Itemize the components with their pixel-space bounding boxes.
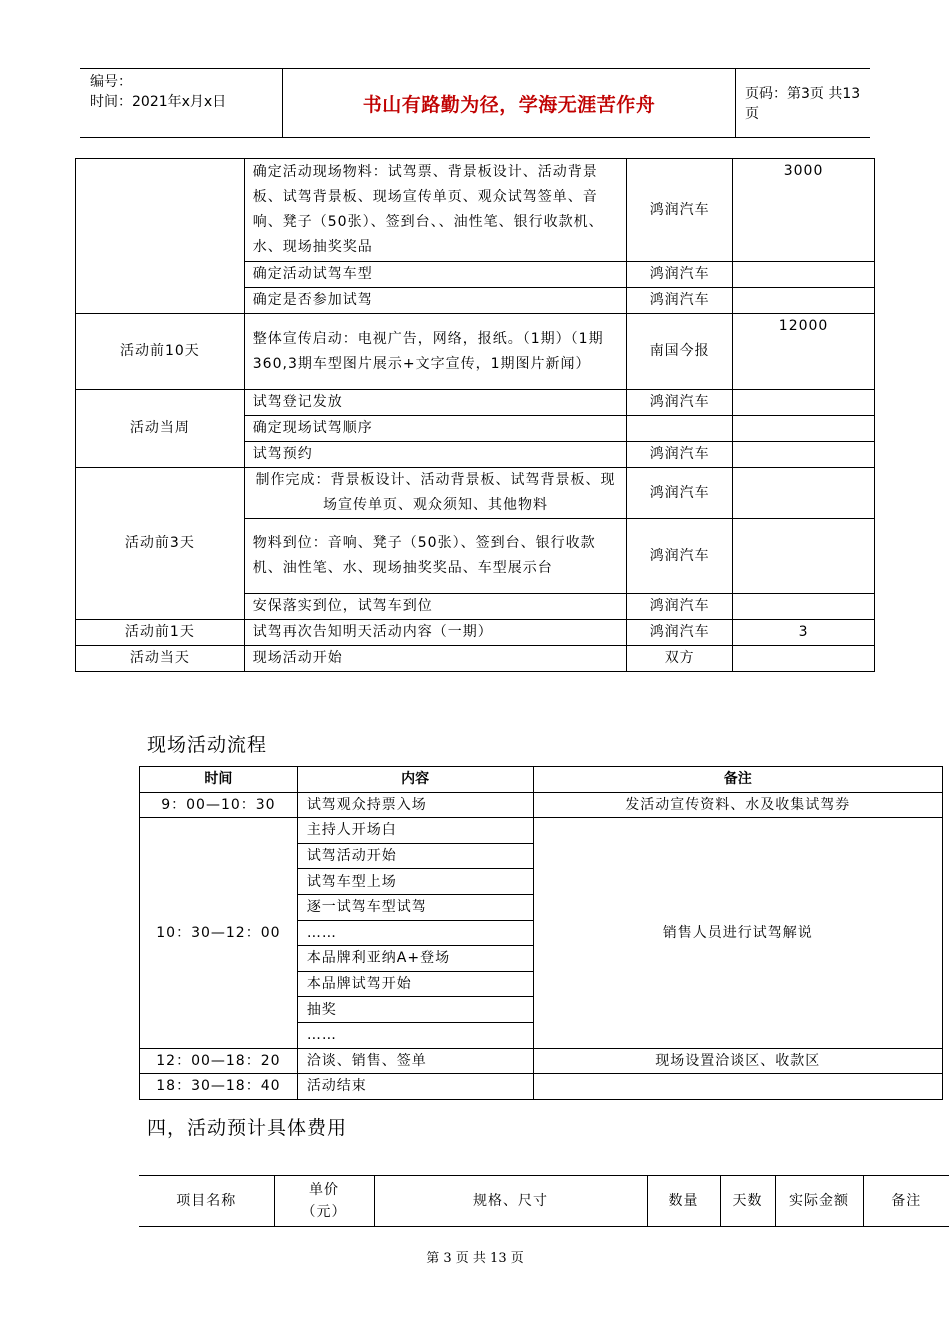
task-cell: 制作完成：背景板设计、活动背景板、试驾背景板、现场宣传单页、观众须知、其他物料 xyxy=(244,468,627,519)
cost-cell xyxy=(733,262,875,288)
content-cell: 本品牌试驾开始 xyxy=(297,971,533,997)
task-cell: 现场活动开始 xyxy=(244,646,627,672)
note-cell: 销售人员进行试驾解说 xyxy=(533,818,942,1048)
page-info: 页码：第3页 共13页 xyxy=(745,86,861,122)
column-header-content: 内容 xyxy=(297,767,533,793)
time-cell: 9：00—10：30 xyxy=(140,792,298,818)
content-cell: 逐一试驾车型试驾 xyxy=(297,894,533,920)
owner-cell: 双方 xyxy=(627,646,733,672)
column-header-quantity: 数量 xyxy=(647,1176,720,1227)
time-cell: 10：30—12：00 xyxy=(140,818,298,1048)
content-cell: 试驾活动开始 xyxy=(297,843,533,869)
page-header xyxy=(80,68,870,138)
phase-cell: 活动当天 xyxy=(76,646,245,672)
content-cell: 主持人开场白 xyxy=(297,818,533,844)
owner-cell: 鸿润汽车 xyxy=(627,262,733,288)
content-cell: 试驾观众持票入场 xyxy=(297,792,533,818)
owner-cell: 鸿润汽车 xyxy=(627,594,733,620)
cost-cell xyxy=(733,288,875,314)
task-cell: 确定现场试驾顺序 xyxy=(244,416,627,442)
column-header-time: 时间 xyxy=(140,767,298,793)
content-cell: …… xyxy=(297,920,533,946)
cost-cell xyxy=(733,519,875,594)
owner-cell: 鸿润汽车 xyxy=(627,620,733,646)
owner-cell: 鸿润汽车 xyxy=(627,159,733,262)
cost-cell xyxy=(733,390,875,416)
cost-cell: 3000 xyxy=(733,159,875,262)
owner-cell: 鸿润汽车 xyxy=(627,390,733,416)
phase-cell: 活动当周 xyxy=(76,390,245,468)
table-row xyxy=(76,390,875,416)
cost-cell: 12000 xyxy=(733,314,875,390)
note-cell: 现场设置洽谈区、收款区 xyxy=(533,1048,942,1074)
owner-cell: 鸿润汽车 xyxy=(627,519,733,594)
content-cell: 抽奖 xyxy=(297,997,533,1023)
table-row xyxy=(76,314,875,390)
owner-cell: 鸿润汽车 xyxy=(627,442,733,468)
column-header-actual-amount: 实际金额 xyxy=(775,1176,863,1227)
cost-cell: 3 xyxy=(733,620,875,646)
cost-cell xyxy=(733,442,875,468)
column-header-note: 备注 xyxy=(533,767,942,793)
task-cell: 确定活动试驾车型 xyxy=(244,262,627,288)
header-page-cell xyxy=(735,69,870,137)
document-date: 时间：2021年x月x日 xyxy=(90,94,227,110)
header-motto-cell xyxy=(282,69,736,137)
time-cell: 12：00—18：20 xyxy=(140,1048,298,1074)
table-row xyxy=(76,646,875,672)
cost-cell xyxy=(733,594,875,620)
table-row xyxy=(140,1048,943,1074)
table-header-row xyxy=(140,767,943,793)
unit-price-unit: （元） xyxy=(301,1204,347,1220)
owner-cell: 鸿润汽车 xyxy=(627,468,733,519)
task-cell: 整体宣传启动：电视广告，网络，报纸。（1期）（1期360,3期车型图片展示+文字宣传，1期图片新闻） xyxy=(244,314,627,390)
task-cell: 试驾预约 xyxy=(244,442,627,468)
cost-cell xyxy=(733,468,875,519)
cost-section-title: 四，活动预计具体费用 xyxy=(147,1117,348,1139)
column-header-remark: 备注 xyxy=(863,1176,949,1227)
header-meta xyxy=(80,69,282,137)
task-cell: 安保落实到位，试驾车到位 xyxy=(244,594,627,620)
owner-cell: 南国今报 xyxy=(627,314,733,390)
document-number-label: 编号： xyxy=(90,74,132,90)
owner-cell: 鸿润汽车 xyxy=(627,288,733,314)
content-cell: 活动结束 xyxy=(297,1074,533,1100)
content-cell: 洽谈、销售、签单 xyxy=(297,1048,533,1074)
task-cell: 确定活动现场物料：试驾票、背景板设计、活动背景板、试驾背景板、现场宣传单页、观众试驾签单、音响、凳子（50张）、签到台、、油性笔、银行收款机、水、现场抽奖奖品 xyxy=(244,159,627,262)
phase-cell: 活动前10天 xyxy=(76,314,245,390)
column-header-spec: 规格、尺寸 xyxy=(374,1176,647,1227)
table-header-row xyxy=(139,1176,949,1227)
table-row xyxy=(140,818,943,844)
motto: 书山有路勤为径，学海无涯苦作舟 xyxy=(362,93,656,116)
flow-table xyxy=(139,766,943,1100)
table-row xyxy=(76,468,875,519)
column-header-unit-price xyxy=(274,1176,374,1227)
flow-section-title: 现场活动流程 xyxy=(147,734,268,756)
content-cell: 本品牌利亚纳A+登场 xyxy=(297,946,533,972)
task-cell: 试驾登记发放 xyxy=(244,390,627,416)
task-cell: 物料到位：音响、凳子（50张）、签到台、银行收款机、油性笔、水、现场抽奖奖品、车型展示台 xyxy=(244,519,627,594)
table-row xyxy=(76,159,875,262)
cost-cell xyxy=(733,646,875,672)
owner-cell xyxy=(627,416,733,442)
phase-cell xyxy=(76,159,245,314)
column-header-days: 天数 xyxy=(720,1176,775,1227)
table-row xyxy=(76,620,875,646)
cost-table xyxy=(139,1175,949,1227)
content-cell: 试驾车型上场 xyxy=(297,869,533,895)
task-cell: 确定是否参加试驾 xyxy=(244,288,627,314)
content-cell: …… xyxy=(297,1022,533,1048)
schedule-table xyxy=(75,158,875,672)
phase-cell: 活动前3天 xyxy=(76,468,245,620)
table-row xyxy=(140,792,943,818)
cost-cell xyxy=(733,416,875,442)
page-footer: 第 3 页 共 13 页 xyxy=(426,1251,524,1266)
time-cell: 18：30—18：40 xyxy=(140,1074,298,1100)
column-header-item-name: 项目名称 xyxy=(176,1193,237,1209)
note-cell: 发活动宣传资料、水及收集试驾券 xyxy=(533,792,942,818)
table-row xyxy=(140,1074,943,1100)
phase-cell: 活动前1天 xyxy=(76,620,245,646)
task-cell: 试驾再次告知明天活动内容（一期） xyxy=(244,620,627,646)
unit-price-label: 单价 xyxy=(309,1182,339,1198)
note-cell xyxy=(533,1074,942,1100)
